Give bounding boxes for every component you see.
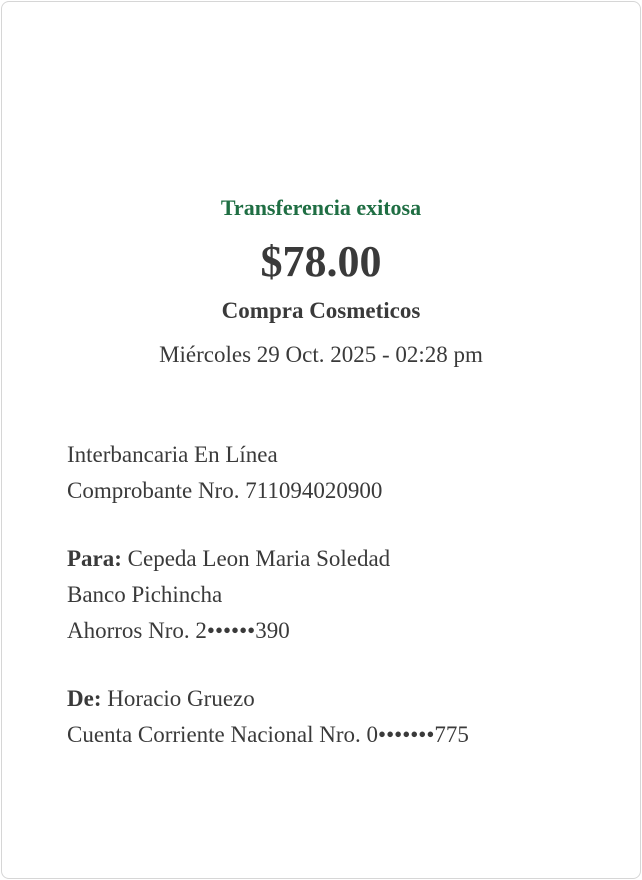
concept: Compra Cosmeticos <box>221 298 421 323</box>
sender-account: Cuenta Corriente Nacional Nro. 0•••••••775 <box>67 722 469 747</box>
amount: $78.00 <box>260 237 382 286</box>
transfer-type: Interbancaria En Línea <box>67 442 278 467</box>
voucher-number: Comprobante Nro. 711094020900 <box>67 478 383 503</box>
recipient-account: Ahorros Nro. 2••••••390 <box>67 618 290 643</box>
recipient-label: Para: <box>67 546 122 571</box>
recipient-bank: Banco Pichincha <box>67 582 223 607</box>
recipient-name: Cepeda Leon Maria Soledad <box>127 546 391 571</box>
recipient-line <box>67 546 390 572</box>
sender-label: De: <box>67 686 102 711</box>
sender-line <box>67 686 255 712</box>
receipt-card <box>1 1 641 879</box>
status-title: Transferencia exitosa <box>220 195 422 220</box>
sender-name: Horacio Gruezo <box>107 686 255 711</box>
transaction-date: Miércoles 29 Oct. 2025 - 02:28 pm <box>159 342 483 367</box>
